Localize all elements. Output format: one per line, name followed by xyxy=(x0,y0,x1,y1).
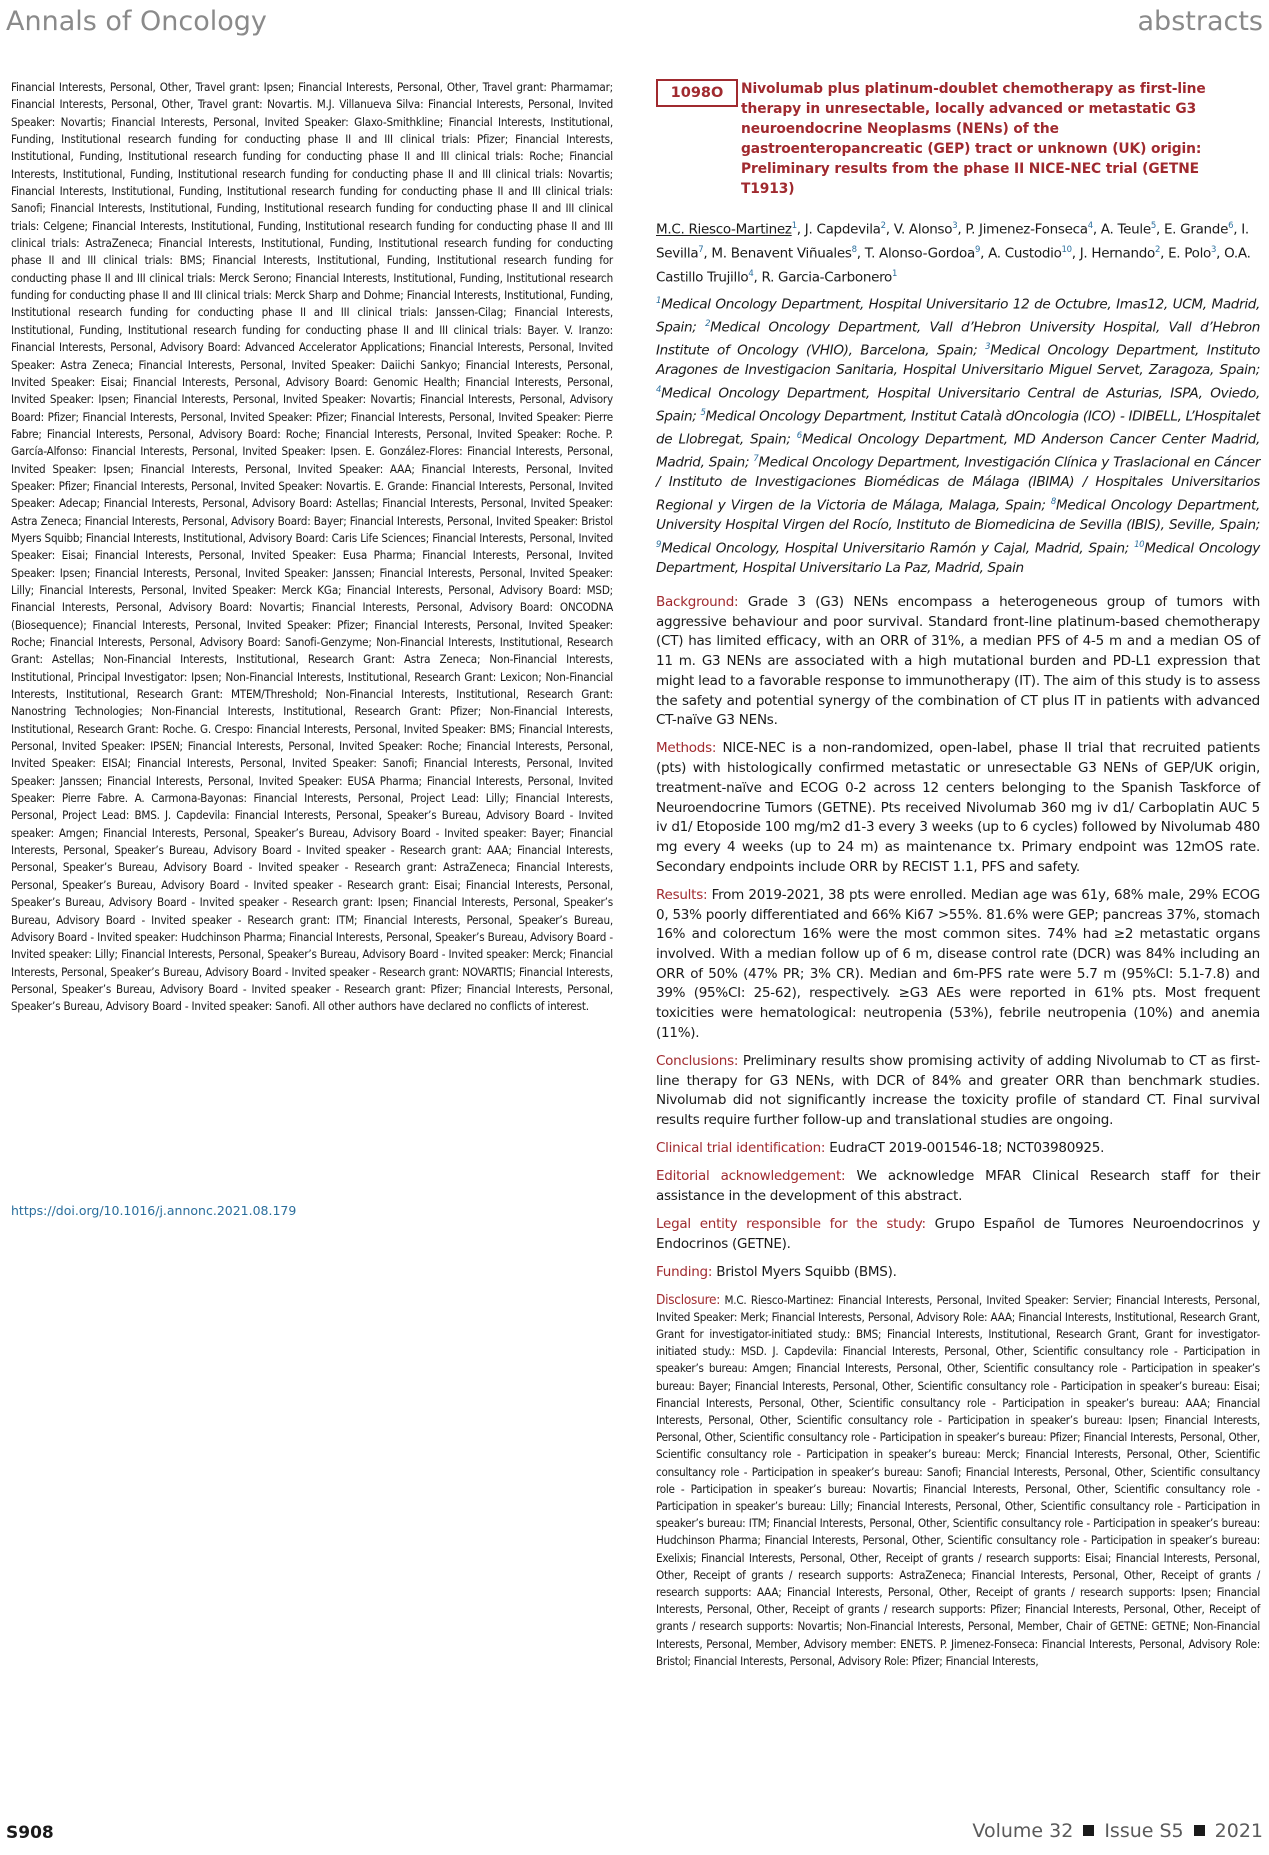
affiliation-number: 8 xyxy=(1050,497,1056,508)
section-label: Editorial acknowledgement: xyxy=(656,1168,846,1185)
author-name: I. Sevilla xyxy=(656,221,1249,262)
affiliation-number: 2 xyxy=(705,319,711,330)
author-name: M.C. Riesco-Martinez xyxy=(656,221,792,238)
abstract-id-badge: 1098O xyxy=(656,79,738,107)
affiliation-number: 10 xyxy=(1134,539,1145,550)
section-text: Preliminary results show promising activity of adding Nivolumab to CT as first-line therapy for G3 NENs, with DCR of 84% and greater ORR than benchmark studies. Nivolumab did not significantly increase the toxicity profile of standard CT. Final survival results require further follow-up and translational studies are ongoing. xyxy=(656,1052,1260,1129)
section-label: Clinical trial identification: xyxy=(656,1140,826,1157)
author-affiliation-number: 1 xyxy=(791,221,797,231)
abstract-section xyxy=(656,1263,1260,1283)
journal-title: Annals of Oncology xyxy=(6,6,267,37)
affiliation-number: 5 xyxy=(700,408,706,419)
affiliation-text: Medical Oncology Department, Institut Català dOncologia (ICO) - IDIBELL, L’Hospitalet de Llobregat, Spain; xyxy=(656,408,1261,448)
affiliation-list xyxy=(656,292,1260,579)
section-label: Legal entity responsible for the study: xyxy=(656,1216,926,1233)
separator-square-icon xyxy=(1083,1825,1094,1836)
author-name: J. Capdevila xyxy=(804,221,881,238)
affiliation-text: Medical Oncology Department, Vall d’Hebron University Hospital, Vall d’Hebron Institute of Oncology (VHIO), Barcelona, Spain; xyxy=(656,319,1260,359)
section-text: EudraCT 2019-001546-18; NCT03980925. xyxy=(829,1140,1105,1157)
author-affiliation-number: 3 xyxy=(1211,245,1217,255)
author-affiliation-number: 5 xyxy=(1150,221,1156,231)
affiliation-text: Medical Oncology Department, MD Anderson Cancer Center Madrid, Madrid, Spain; xyxy=(656,431,1260,471)
abstract-section xyxy=(656,1052,1260,1131)
affiliation-number: 7 xyxy=(753,454,759,465)
issue-info xyxy=(972,1820,1263,1842)
affiliation-text: Medical Oncology Department, Investigación Clínica y Traslacional en Cáncer / Instituto de Investigaciones Biomédicas de Málaga (IBIMA) / Hospitales Universitarios Regional y Virgen de la Victoria de Málaga, Malaga, Spain; xyxy=(656,454,1260,514)
section-text: Bristol Myers Squibb (BMS). xyxy=(716,1264,897,1281)
section-label: Funding: xyxy=(656,1264,713,1281)
abstract-section xyxy=(656,593,1260,731)
disclosure-text: M.C. Riesco-Martinez: Financial Interests, Personal, Invited Speaker: Servier; Financial Interests, Personal, Invited Speaker: Merk; Financial Interests, Personal, Advisory Role: AAA; Financial Interests, Institutional, Research Grant, Grant for investigator-initiated study.: BMS; Financial Interests, Institutional, Research Grant, Grant for investigator-initiated study.: MSD. J. Capdevila: Financial Interests, Personal, Other, Scientific consultancy role - Participation in speaker’s bureau: Amgen; Financial Interests, Personal, Other, Scientific consultancy role - Participation in speaker’s bureau: Bayer; Financial Interests, Personal, Other, Scientific consultancy role - Participation in speaker’s bureau: Eisai; Financial Interests, Personal, Other, Scientific consultancy role - Participation in speaker’s bureau: AAA; Financial Interests, Personal, Other, Scientific consultancy role - Participation in speaker’s bureau: Ipsen; Financial Interests, Personal, Other, Scientific consultancy role - Participation in speaker’s bureau: Pfizer; Financial Interests, Personal, Other, Scientific consultancy role - Participation in speaker’s bureau: Merck; Financial Interests, Personal, Other, Scientific consultancy role - Participation in speaker’s bureau: Sanofi; Financial Interests, Personal, Other, Scientific consultancy role - Participation in speaker’s bureau: Novartis; Financial Interests, Personal, Other, Scientific consultancy role - Participation in speaker’s bureau: Lilly; Financial Interests, Personal, Other, Scientific consultancy role - Participation in speaker’s bureau: ITM; Financial Interests, Personal, Other, Scientific consultancy role - Participation in speaker’s bureau: Hudchinson Pharma; Financial Interests, Personal, Other, Scientific consultancy role - Participation in speaker’s bureau: Exelixis; Financial Interests, Personal, Other, Receipt of grants / research supports: Eisai; Financial Interests, Personal, Other, Receipt of grants / research supports: AstraZeneca; Financial Interests, Personal, Other, Receipt of grants / research supports: AAA; Financial Interests, Personal, Other, Receipt of grants / research supports: Ipsen; Financial Interests, Personal, Other, Receipt of grants / research supports: Pfizer; Financial Interests, Personal, Other, Receipt of grants / research supports: Novartis; Non-Financial Interests, Personal, Member, Chair of GETNE: GETNE; Non-Financial Interests, Personal, Member, Advisory member: ENETS. P. Jimenez-Fonseca: Financial Interests, Personal, Advisory Role: Bristol; Financial Interests, Personal, Advisory Role: Pfizer; Financial Interests, xyxy=(656,1292,1260,1668)
abstract-section xyxy=(656,739,1260,877)
author-affiliation-number: 2 xyxy=(880,221,886,231)
year-label: 2021 xyxy=(1214,1820,1263,1842)
section-label: Methods: xyxy=(656,740,717,757)
author-affiliation-number: 7 xyxy=(698,245,704,255)
author-affiliation-number: 4 xyxy=(1087,221,1093,231)
author-affiliation-number: 9 xyxy=(975,245,981,255)
author-affiliation-number: 3 xyxy=(952,221,958,231)
author-name: O.A. Castillo Trujillo xyxy=(656,245,1251,286)
section-label: Results: xyxy=(656,886,708,903)
issue-label: Issue S5 xyxy=(1104,1820,1184,1842)
doi-link[interactable]: https://doi.org/10.1016/j.annonc.2021.08.179 xyxy=(11,1203,297,1218)
abstract-body xyxy=(656,593,1260,1678)
author-name: T. Alonso-Gordoa xyxy=(864,245,975,262)
affiliation-number: 6 xyxy=(796,431,802,442)
affiliation-text: Medical Oncology Department, Hospital Universitario 12 de Octubre, Imas12, UCM, Madrid, Spain; xyxy=(656,296,1260,336)
left-column-disclosures xyxy=(11,79,613,1016)
section-text: NICE-NEC is a non-randomized, open-label, phase II trial that recruited patients (pts) with histologically confirmed metastatic or unresectable G3 NENs of GEP/UK origin, treatment-naïve and ECOG 0-2 across 12 centers belonging to the Spanish Taskforce of Neuroendocrine Tumors (GETNE). Pts received Nivolumab 360 mg iv d1/ Carboplatin AUC 5 iv d1/ Etoposide 100 mg/m2 d1-3 every 3 weeks (up to 6 cycles) followed by Nivolumab 480 mg every 4 weeks (up to 24 m) as maintenance tx. Primary endpoint was 12mOS rate. Secondary endpoints include ORR by RECIST 1.1, PFS and safety. xyxy=(656,740,1260,875)
author-name: A. Teule xyxy=(1100,221,1151,238)
author-affiliation-number: 1 xyxy=(892,269,898,279)
affiliation-text: Medical Oncology Department, University Hospital Virgen del Rocío, Instituto de Biomedicina de Sevilla (IBIS), Seville, Spain; xyxy=(656,497,1260,534)
author-affiliation-number: 10 xyxy=(1061,245,1072,255)
affiliation-text: Medical Oncology, Hospital Universitario Ramón y Cajal, Madrid, Spain; xyxy=(661,540,1135,557)
author-name: P. Jimenez-Fonseca xyxy=(965,221,1088,238)
section-label: Conclusions: xyxy=(656,1052,739,1069)
affiliation-number: 3 xyxy=(985,342,991,353)
author-name: V. Alonso xyxy=(893,221,953,238)
abstract-title: Nivolumab plus platinum-doublet chemotherapy as first-line therapy in unresectable, locally advanced or metastatic G3 neuroendocrine Neoplasms (NENs) of the gastroenteropancreatic (GEP) tract or unknown (UK) origin: Preliminary results from the phase II NICE-NEC trial (GETNE T1913) xyxy=(741,81,1206,197)
section-title: abstracts xyxy=(1137,6,1263,37)
abstract-section xyxy=(656,886,1260,1044)
author-affiliation-number: 4 xyxy=(748,269,754,279)
disclosure-section xyxy=(656,1292,1260,1670)
author-list: M.C. Riesco-Martinez$^1$, J. Capdevila$^2$, V. Alonso$^3$, P. Jimenez-Fonseca$^4$, A. Teule$^5$, E. Grande$^6$, I. Sevilla$^7$, M. Benavent Viñuales$^8$, T. Alonso-Gordoa$^9$, A. Custodio$^{10}$, J. Hernando$^2$, E. Polo$^3$, O.A. Castillo Trujillo$^4$, R. Garcia-Carbonero$^1$ xyxy=(656,221,1251,286)
author-name: J. Hernando xyxy=(1079,245,1155,262)
author-name: R. Garcia-Carbonero xyxy=(761,269,893,286)
author-name: E. Grande xyxy=(1163,221,1229,238)
abstract-section xyxy=(656,1167,1260,1206)
section-text: Grade 3 (G3) NENs encompass a heterogeneous group of tumors with aggressive behaviour and poor survival. Standard front-line platinum-based chemotherapy (CT) has limited efficacy, with an ORR of 31%, a median PFS of 4-5 m and a median OS of 11 m. G3 NENs are associated with a high mutational burden and PD-L1 expression that might lead to a favorable response to immunotherapy (IT). The aim of this study is to assess the safety and potential synergy of the combination of CT plus IT in patients with advanced CT-naïve G3 NENs. xyxy=(656,594,1260,729)
disclosure-label: Disclosure: xyxy=(656,1291,721,1308)
disclosure-continuation-text: Financial Interests, Personal, Other, Travel grant: Ipsen; Financial Interests, Personal, Other, Travel grant: Pharmamar; Financial Interests, Personal, Other, Travel grant: Novartis. M.J. Villanueva Silva: Financial Interests, Personal, Invited Speaker: Novartis; Financial Interests, Personal, Invited Speaker: Glaxo-Smithkline; Financial Interests, Institutional, Funding, Institutional research funding for conducting phase II and III clinical trials: Pfizer; Financial Interests, Institutional, Funding, Institutional research funding for conducting phase II and III clinical trials: Roche; Financial Interests, Institutional, Funding, Institutional research funding for conducting phase II and III clinical trials: Novartis; Financial Interests, Institutional, Funding, Institutional research funding for conducting phase II and III clinical trials: Sanofi; Financial Interests, Institutional, Funding, Institutional research funding for conducting phase II and III clinical trials: Celgene; Financial Interests, Institutional, Funding, Institutional research funding for conducting phase II and III clinical trials: AstraZeneca; Financial Interests, Institutional, Funding, Institutional research funding for conducting phase II and III clinical trials: BMS; Financial Interests, Institutional, Funding, Institutional research funding for conducting phase II and III clinical trials: Merck Serono; Financial Interests, Institutional, Funding, Institutional research funding for conducting phase II and III clinical trials: Merck Sharp and Dohme; Financial Interests, Institutional, Funding, Institutional research funding for conducting phase II and III clinical trials: Janssen-Cilag; Financial Interests, Institutional, Funding, Institutional research funding for conducting phase II and III clinical trials: Bayer. V. Iranzo: Financial Interests, Personal, Advisory Board: Advanced Accelerator Applications; Financial Interests, Personal, Invited Speaker: Astra Zeneca; Financial Interests, Personal, Invited Speaker: Daiichi Sankyo; Financial Interests, Personal, Invited Speaker: Eisai; Financial Interests, Personal, Advisory Board: Genomic Health; Financial Interests, Personal, Invited Speaker: Ipsen; Financial Interests, Personal, Invited Speaker: Novartis; Financial Interests, Personal, Advisory Board: Pfizer; Financial Interests, Personal, Invited Speaker: Pfizer; Financial Interests, Personal, Invited Speaker: Pierre Fabre; Financial Interests, Personal, Advisory Board: Roche; Financial Interests, Personal, Invited Speaker: Roche. P. García-Alfonso: Financial Interests, Personal, Invited Speaker: Ipsen. E. González-Flores: Financial Interests, Personal, Invited Speaker: Ipsen; Financial Interests, Personal, Invited Speaker: AAA; Financial Interests, Personal, Invited Speaker: Pfizer; Financial Interests, Personal, Invited Speaker: Novartis. E. Grande: Financial Interests, Personal, Invited Speaker: Adecap; Financial Interests, Personal, Advisory Board: Astellas; Financial Interests, Personal, Invited Speaker: Astra Zeneca; Financial Interests, Personal, Advisory Board: Bayer; Financial Interests, Personal, Invited Speaker: Bristol Myers Squibb; Financial Interests, Institutional, Advisory Board: Caris Life Sciences; Financial Interests, Personal, Invited Speaker: Eisai; Financial Interests, Personal, Invited Speaker: Eusa Pharma; Financial Interests, Personal, Invited Speaker: Ipsen; Financial Interests, Personal, Invited Speaker: Janssen; Financial Interests, Personal, Invited Speaker: Lilly; Financial Interests, Personal, Invited Speaker: Merck KGa; Financial Interests, Personal, Advisory Board: MSD; Financial Interests, Personal, Advisory Board: Novartis; Financial Interests, Personal, Advisory Board: ONCODNA (Biosequence); Financial Interests, Personal, Invited Speaker: Pfizer; Financial Interests, Personal, Invited Speaker: Roche; Financial Interests, Personal, Advisory Board: Sanofi-Genzyme; Non-Financial Interests, Institutional, Research Grant: Astellas; Non-Financial Interests, Institutional, Research Grant: Astra Zeneca; Non-Financial Interests, Institutional, Principal Investigator: Ipsen; Non-Financial Interests, Institutional, Research Grant: Lexicon; Non-Financial Interests, Institutional, Research Grant: MTEM/Threshold; Non-Financial Interests, Institutional, Research Grant: Nanostring Technologies; Non-Financial Interests, Institutional, Research Grant: Pfizer; Non-Financial Interests, Institutional, Research Grant: Roche. G. Crespo: Financial Interests, Personal, Invited Speaker: BMS; Financial Interests, Personal, Invited Speaker: IPSEN; Financial Interests, Personal, Invited Speaker: Roche; Financial Interests, Personal, Invited Speaker: EISAI; Financial Interests, Personal, Invited Speaker: Sanofi; Financial Interests, Personal, Invited Speaker: Janssen; Financial Interests, Personal, Invited Speaker: EUSA Pharma; Financial Interests, Personal, Invited Speaker: Pierre Fabre. A. Carmona-Bayonas: Financial Interests, Personal, Project Lead: Lilly; Financial Interests, Personal, Project Lead: BMS. J. Capdevila: Financial Interests, Personal, Speaker’s Bureau, Advisory Board - Invited speaker: Amgen; Financial Interests, Personal, Speaker’s Bureau, Advisory Board - Invited speaker: Bayer; Financial Interests, Personal, Speaker’s Bureau, Advisory Board - Invited speaker - Research grant: AAA; Financial Interests, Personal, Speaker’s Bureau, Advisory Board - Invited speaker - Research grant: AstraZeneca; Financial Interests, Personal, Speaker’s Bureau, Advisory Board - Invited speaker - Research grant: Eisai; Financial Interests, Personal, Speaker’s Bureau, Advisory Board - Invited speaker - Research grant: Ipsen; Financial Interests, Personal, Speaker’s Bureau, Advisory Board - Invited speaker - Research grant: ITM; Financial Interests, Personal, Speaker’s Bureau, Advisory Board - Invited speaker: Hudchinson Pharma; Financial Interests, Personal, Speaker’s Bureau, Advisory Board - Invited speaker: Lilly; Financial Interests, Personal, Speaker’s Bureau, Advisory Board - Invited speaker: Merck; Financial Interests, Personal, Speaker’s Bureau, Advisory Board - Invited speaker - Research grant: NOVARTIS; Financial Interests, Personal, Speaker’s Bureau, Advisory Board - Invited speaker - Research grant: Pfizer; Financial Interests, Personal, Speaker’s Bureau, Advisory Board - Invited speaker: Sanofi. All other authors have declared no conflicts of interest. xyxy=(11,80,613,1014)
page-number: S908 xyxy=(6,1823,54,1843)
volume-label: Volume 32 xyxy=(972,1820,1074,1842)
abstract-section xyxy=(656,1215,1260,1254)
section-label: Background: xyxy=(656,594,739,610)
section-text: From 2019-2021, 38 pts were enrolled. Median age was 61y, 68% male, 29% ECOG 0, 53% poorly differentiated and 66% Ki67 >55%. 81.6% were GEP; pancreas 37%, stomach 16% and colorectum 16% were the most common sites. 74% had ≥2 metastatic organs involved. With a median follow up of 6 m, disease control rate (DCR) was 84% including an ORR of 50% (47% PR; 3% CR). Median and 6m-PFS rate were 5.7 m (95%CI: 5.1-7.8) and 39% (95%CI: 25-62), respectively. ≥G3 AEs were reported in 61% pts. Most frequent toxicities were hematological: neutropenia (53%), febrile neutropenia (10%) and anemia (11%). xyxy=(656,886,1261,1041)
affiliation-text: Medical Oncology Department, Instituto Aragones de Investigacion Sanitaria, Hospital Universitario Miguel Servet, Zaragoza, Spain; xyxy=(656,342,1260,379)
author-name: A. Custodio xyxy=(988,245,1062,262)
affiliation-number: 1 xyxy=(656,296,662,306)
affiliation-number: 9 xyxy=(656,539,662,550)
affiliation-number: 4 xyxy=(656,384,662,395)
author-name: E. Polo xyxy=(1168,245,1212,262)
section-text: We acknowledge MFAR Clinical Research staff for their assistance in the development of this abstract. xyxy=(656,1168,1261,1205)
author-affiliation-number: 8 xyxy=(851,245,857,255)
separator-square-icon xyxy=(1194,1825,1205,1836)
author-affiliation-number: 2 xyxy=(1154,245,1161,255)
section-text: Grupo Español de Tumores Neuroendocrinos y Endocrinos (GETNE). xyxy=(656,1216,1260,1253)
author-affiliation-number: 6 xyxy=(1228,221,1234,231)
abstract-section xyxy=(656,1139,1260,1159)
affiliation-text: Medical Oncology Department, Hospital Universitario Central de Asturias, ISPA, Oviedo, Spain; xyxy=(656,385,1260,425)
author-name: M. Benavent Viñuales xyxy=(711,245,852,262)
affiliation-text: Medical Oncology Department, Hospital Universitario La Paz, Madrid, Spain xyxy=(656,540,1260,576)
